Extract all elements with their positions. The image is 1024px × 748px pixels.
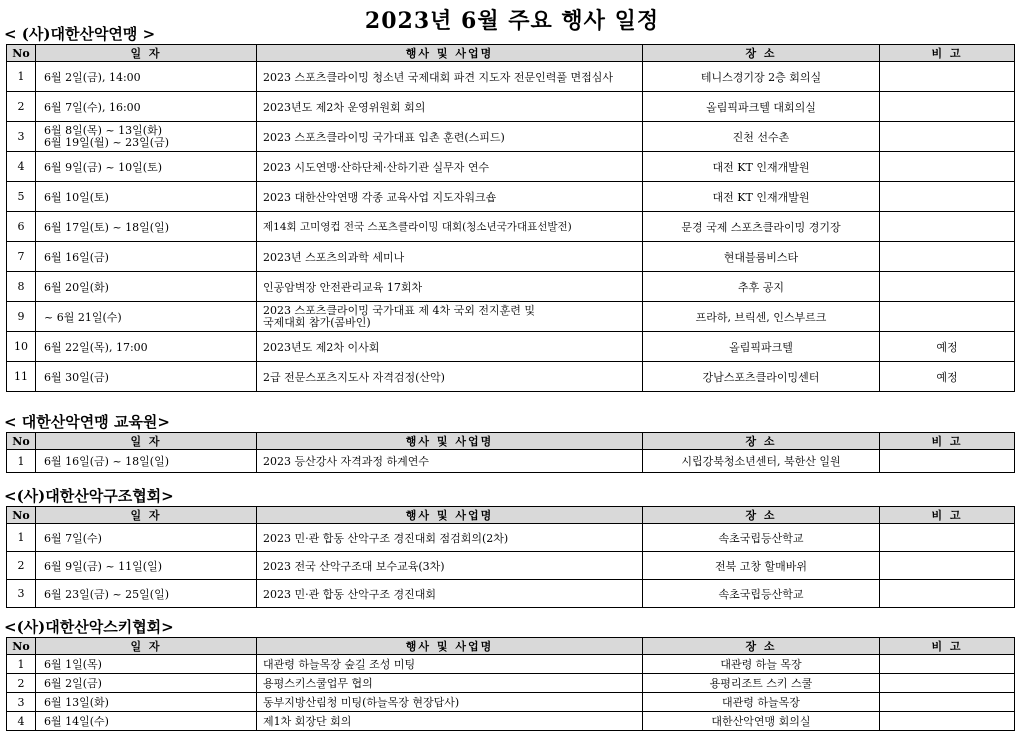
event-line-2: 국제대회 참가(콤바인) (263, 315, 371, 329)
cell-no: 5 (7, 182, 36, 212)
table-row (7, 712, 1015, 731)
cell-date: 6월 23일(금) ~ 25일(일) (36, 580, 257, 608)
cell-place: 프라하, 브릭센, 인스부르크 (643, 302, 880, 332)
col-header-no: No (7, 433, 36, 450)
table-row (7, 272, 1015, 302)
table-row (7, 182, 1015, 212)
table-row (7, 524, 1015, 552)
table-row (7, 92, 1015, 122)
cell-note (880, 552, 1015, 580)
table-row (7, 552, 1015, 580)
cell-no: 3 (7, 693, 36, 712)
cell-date: ~ 6월 21일(수) (36, 302, 257, 332)
col-header-event: 행사 및 사업명 (257, 433, 643, 450)
cell-event (257, 302, 643, 332)
schedule-table (6, 44, 1015, 392)
cell-event: 2023 대한산악연맹 각종 교육사업 지도자워크숍 (257, 182, 643, 212)
cell-no: 10 (7, 332, 36, 362)
table-row (7, 580, 1015, 608)
cell-note (880, 182, 1015, 212)
cell-event: 제1차 회장단 회의 (257, 712, 643, 731)
cell-event: 2급 전문스포츠지도사 자격검정(산악) (257, 362, 643, 392)
cell-event: 인공암벽장 안전관리교육 17회차 (257, 272, 643, 302)
cell-no: 3 (7, 122, 36, 152)
cell-date: 6월 9일(금) ~ 10일(토) (36, 152, 257, 182)
table-row (7, 332, 1015, 362)
col-header-place: 장 소 (643, 507, 880, 524)
schedule-table (6, 506, 1015, 608)
section-title: < (사)대한산악연맹 > (4, 25, 156, 43)
table-header-row (7, 45, 1015, 62)
cell-place: 대관령 하늘 목장 (643, 655, 880, 674)
cell-event: 제14회 고미영컵 전국 스포츠클라이밍 대회(청소년국가대표선발전) (257, 212, 643, 242)
col-header-no: No (7, 638, 36, 655)
cell-no: 7 (7, 242, 36, 272)
cell-date: 6월 16일(금) (36, 242, 257, 272)
cell-place: 시립강북청소년센터, 북한산 일원 (643, 450, 880, 473)
cell-event: 2023년도 제2차 이사회 (257, 332, 643, 362)
cell-date: 6월 14일(수) (36, 712, 257, 731)
cell-event: 동부지방산림청 미팅(하늘목장 현장답사) (257, 693, 643, 712)
cell-place: 속초국립등산학교 (643, 580, 880, 608)
table-row (7, 302, 1015, 332)
cell-note (880, 450, 1015, 473)
col-header-date: 일 자 (36, 433, 257, 450)
cell-place: 강남스포츠클라이밍센터 (643, 362, 880, 392)
cell-no: 1 (7, 62, 36, 92)
table-row (7, 693, 1015, 712)
cell-note (880, 674, 1015, 693)
table-row (7, 122, 1015, 152)
cell-place: 테니스경기장 2층 회의실 (643, 62, 880, 92)
table-row (7, 212, 1015, 242)
cell-note (880, 655, 1015, 674)
table-header-row (7, 433, 1015, 450)
cell-no: 9 (7, 302, 36, 332)
schedule-table (6, 637, 1015, 731)
table-row (7, 152, 1015, 182)
cell-no: 1 (7, 450, 36, 473)
col-header-note: 비 고 (880, 433, 1015, 450)
col-header-place: 장 소 (643, 433, 880, 450)
cell-date: 6월 30일(금) (36, 362, 257, 392)
cell-place: 추후 공지 (643, 272, 880, 302)
date-line-2: 6월 19일(월) ~ 23일(금) (44, 135, 169, 149)
cell-no: 3 (7, 580, 36, 608)
col-header-event: 행사 및 사업명 (257, 507, 643, 524)
cell-note: 예정 (880, 332, 1015, 362)
col-header-date: 일 자 (36, 507, 257, 524)
cell-no: 1 (7, 655, 36, 674)
cell-note (880, 272, 1015, 302)
cell-place: 전북 고창 할매바위 (643, 552, 880, 580)
cell-place: 용평리조트 스키 스쿨 (643, 674, 880, 693)
col-header-date: 일 자 (36, 638, 257, 655)
table-row (7, 674, 1015, 693)
cell-note (880, 580, 1015, 608)
cell-note (880, 242, 1015, 272)
cell-date: 6월 2일(금), 14:00 (36, 62, 257, 92)
section-title: < 대한산악연맹 교육원> (4, 413, 170, 431)
cell-place: 올림픽파크텔 대회의실 (643, 92, 880, 122)
cell-place: 대관령 하늘목장 (643, 693, 880, 712)
col-header-place: 장 소 (643, 45, 880, 62)
cell-event: 2023 스포츠클라이밍 국가대표 입촌 훈련(스피드) (257, 122, 643, 152)
section-rescue (4, 486, 1014, 608)
table-header-row (7, 638, 1015, 655)
cell-date: 6월 1일(목) (36, 655, 257, 674)
cell-date: 6월 17일(토) ~ 18일(일) (36, 212, 257, 242)
cell-date: 6월 10일(토) (36, 182, 257, 212)
cell-event: 2023 민·관 합동 산악구조 경진대회 (257, 580, 643, 608)
cell-note (880, 302, 1015, 332)
cell-no: 4 (7, 152, 36, 182)
table-row (7, 362, 1015, 392)
cell-event: 2023 전국 산악구조대 보수교육(3차) (257, 552, 643, 580)
cell-date: 6월 7일(수), 16:00 (36, 92, 257, 122)
cell-date (36, 122, 257, 152)
cell-no: 6 (7, 212, 36, 242)
cell-event: 2023년도 제2차 운영위원회 회의 (257, 92, 643, 122)
col-header-event: 행사 및 사업명 (257, 45, 643, 62)
cell-place: 대전 KT 인재개발원 (643, 152, 880, 182)
cell-event: 2023 스포츠클라이밍 청소년 국제대회 파견 지도자 전문인력풀 면접심사 (257, 62, 643, 92)
cell-place: 대한산악연맹 회의실 (643, 712, 880, 731)
cell-date: 6월 9일(금) ~ 11일(일) (36, 552, 257, 580)
section-title: <(사)대한산악구조협회> (4, 487, 174, 505)
cell-date: 6월 7일(수) (36, 524, 257, 552)
section-education (4, 412, 1014, 473)
table-row (7, 62, 1015, 92)
section-title: <(사)대한산악스키협회> (4, 618, 174, 636)
cell-note: 예정 (880, 362, 1015, 392)
cell-place: 속초국립등산학교 (643, 524, 880, 552)
event-line-1: 2023 스포츠클라이밍 국가대표 제 4차 국외 전지훈련 및 (263, 303, 535, 317)
cell-no: 2 (7, 674, 36, 693)
cell-note (880, 524, 1015, 552)
col-header-no: No (7, 507, 36, 524)
cell-place: 현대블룸비스타 (643, 242, 880, 272)
col-header-note: 비 고 (880, 507, 1015, 524)
cell-no: 2 (7, 92, 36, 122)
cell-date: 6월 13일(화) (36, 693, 257, 712)
table-row (7, 450, 1015, 473)
col-header-no: No (7, 45, 36, 62)
section-ski (4, 617, 1014, 731)
cell-date: 6월 16일(금) ~ 18일(일) (36, 450, 257, 473)
cell-note (880, 92, 1015, 122)
table-header-row (7, 507, 1015, 524)
col-header-note: 비 고 (880, 45, 1015, 62)
cell-event: 용평스키스쿨업무 협의 (257, 674, 643, 693)
page-title: 2023년 6월 주요 행사 일정 (364, 8, 660, 34)
table-row (7, 655, 1015, 674)
cell-date: 6월 2일(금) (36, 674, 257, 693)
cell-note (880, 712, 1015, 731)
cell-date: 6월 22일(목), 17:00 (36, 332, 257, 362)
col-header-place: 장 소 (643, 638, 880, 655)
cell-date: 6월 20일(화) (36, 272, 257, 302)
cell-event: 대관령 하늘목장 숲길 조성 미팅 (257, 655, 643, 674)
cell-note (880, 122, 1015, 152)
cell-place: 올림픽파크텔 (643, 332, 880, 362)
col-header-date: 일 자 (36, 45, 257, 62)
col-header-event: 행사 및 사업명 (257, 638, 643, 655)
cell-note (880, 62, 1015, 92)
section-kaf (4, 24, 1014, 392)
cell-place: 진천 선수촌 (643, 122, 880, 152)
table-row (7, 242, 1015, 272)
cell-no: 11 (7, 362, 36, 392)
cell-note (880, 693, 1015, 712)
col-header-note: 비 고 (880, 638, 1015, 655)
cell-no: 4 (7, 712, 36, 731)
cell-event: 2023 시도연맹·산하단체·산하기관 실무자 연수 (257, 152, 643, 182)
cell-event: 2023년 스포츠의과학 세미나 (257, 242, 643, 272)
cell-note (880, 212, 1015, 242)
cell-no: 8 (7, 272, 36, 302)
cell-no: 2 (7, 552, 36, 580)
cell-event: 2023 등산강사 자격과정 하계연수 (257, 450, 643, 473)
cell-note (880, 152, 1015, 182)
cell-place: 문경 국제 스포츠클라이밍 경기장 (643, 212, 880, 242)
cell-place: 대전 KT 인재개발원 (643, 182, 880, 212)
date-line-1: 6월 8일(목) ~ 13일(화) (44, 123, 162, 137)
cell-event: 2023 민·관 합동 산악구조 경진대회 점검회의(2차) (257, 524, 643, 552)
schedule-table (6, 432, 1015, 473)
cell-no: 1 (7, 524, 36, 552)
